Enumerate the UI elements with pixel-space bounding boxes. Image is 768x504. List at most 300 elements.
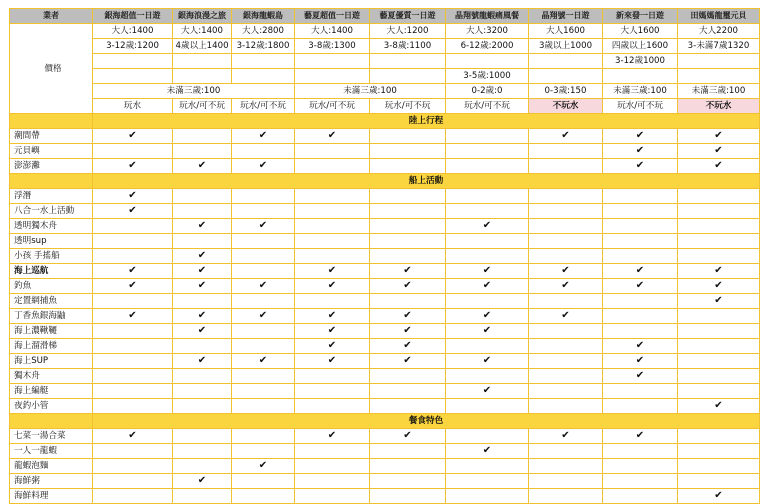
check-mark-icon: ✔ [446, 324, 529, 339]
row-label: 八合一水上活動 [10, 204, 93, 219]
check-mark-icon: ✔ [678, 279, 760, 294]
empty-cell [678, 384, 760, 399]
check-mark-icon: ✔ [232, 459, 295, 474]
price-cell [370, 54, 446, 69]
section-spacer [10, 114, 93, 129]
empty-cell [173, 234, 232, 249]
empty-cell [232, 324, 295, 339]
row-label: 獨木舟 [10, 369, 93, 384]
empty-cell [232, 249, 295, 264]
check-mark-icon: ✔ [678, 399, 760, 414]
empty-cell [93, 354, 173, 369]
header-row [10, 9, 760, 24]
empty-cell [603, 474, 678, 489]
empty-cell [603, 399, 678, 414]
table-row [10, 369, 760, 384]
row-label: 定置網捕魚 [10, 294, 93, 309]
price-cell: 未滿三歲:100 [93, 84, 295, 99]
price-cell: 3-8歲:1100 [370, 39, 446, 54]
header-cell: 晶翔號一日遊 [529, 9, 603, 24]
check-mark-icon: ✔ [93, 309, 173, 324]
row-label: 海上巡航 [10, 264, 93, 279]
check-mark-icon: ✔ [678, 264, 760, 279]
row-label: 海上SUP [10, 354, 93, 369]
empty-cell [93, 339, 173, 354]
row-label: 海鮮粥 [10, 474, 93, 489]
empty-cell [529, 249, 603, 264]
price-cell: 大人:2800 [232, 24, 295, 39]
empty-cell [173, 294, 232, 309]
empty-cell [446, 189, 529, 204]
empty-cell [446, 249, 529, 264]
price-cell [173, 69, 232, 84]
check-mark-icon: ✔ [370, 279, 446, 294]
check-mark-icon: ✔ [370, 324, 446, 339]
empty-cell [295, 189, 370, 204]
empty-cell [370, 204, 446, 219]
empty-cell [446, 294, 529, 309]
check-mark-icon: ✔ [446, 444, 529, 459]
empty-cell [529, 489, 603, 504]
empty-cell [446, 339, 529, 354]
section-title: 船上活動 [93, 174, 760, 189]
check-mark-icon: ✔ [93, 159, 173, 174]
check-mark-icon: ✔ [603, 354, 678, 369]
price-cell: 0-3歲:150 [529, 84, 603, 99]
check-mark-icon: ✔ [446, 264, 529, 279]
empty-cell [370, 144, 446, 159]
section-spacer [10, 174, 93, 189]
table-row [10, 309, 760, 324]
empty-cell [232, 189, 295, 204]
empty-cell [295, 294, 370, 309]
empty-cell [173, 144, 232, 159]
empty-cell [603, 234, 678, 249]
row-label: 透明sup [10, 234, 93, 249]
empty-cell [295, 459, 370, 474]
price-cell: 大人1600 [529, 24, 603, 39]
price-row [10, 24, 760, 39]
empty-cell [232, 444, 295, 459]
table-row [10, 129, 760, 144]
play-cell-no-water: 不玩水 [529, 99, 603, 114]
empty-cell [93, 489, 173, 504]
check-mark-icon: ✔ [295, 264, 370, 279]
empty-cell [232, 264, 295, 279]
row-label: 丁香魚銀海鼬 [10, 309, 93, 324]
empty-cell [529, 189, 603, 204]
check-mark-icon: ✔ [295, 339, 370, 354]
check-mark-icon: ✔ [446, 384, 529, 399]
empty-cell [603, 204, 678, 219]
empty-cell [295, 444, 370, 459]
check-mark-icon: ✔ [173, 249, 232, 264]
price-cell: 未滿三歲:100 [678, 84, 760, 99]
empty-cell [295, 399, 370, 414]
empty-cell [173, 489, 232, 504]
price-cell [232, 54, 295, 69]
comparison-table [9, 8, 760, 504]
check-mark-icon: ✔ [529, 279, 603, 294]
table-row [10, 474, 760, 489]
price-cell: 未滿三歲:100 [295, 84, 446, 99]
empty-cell [446, 429, 529, 444]
header-cell: 藝夏超值一日遊 [295, 9, 370, 24]
empty-cell [173, 399, 232, 414]
empty-cell [603, 489, 678, 504]
empty-cell [678, 429, 760, 444]
play-cell: 玩水/可不玩 [232, 99, 295, 114]
header-cell: 晶翔號龍蝦痛風餐 [446, 9, 529, 24]
empty-cell [232, 489, 295, 504]
section-header [10, 174, 760, 189]
price-cell: 大人:1400 [93, 24, 173, 39]
empty-cell [529, 219, 603, 234]
empty-cell [446, 159, 529, 174]
empty-cell [603, 219, 678, 234]
price-cell: 0-2歲:0 [446, 84, 529, 99]
empty-cell [529, 234, 603, 249]
check-mark-icon: ✔ [678, 144, 760, 159]
empty-cell [529, 369, 603, 384]
empty-cell [678, 354, 760, 369]
empty-cell [93, 294, 173, 309]
empty-cell [370, 249, 446, 264]
check-mark-icon: ✔ [232, 354, 295, 369]
row-label: 元貝嶼 [10, 144, 93, 159]
price-cell [446, 54, 529, 69]
empty-cell [232, 399, 295, 414]
check-mark-icon: ✔ [173, 474, 232, 489]
empty-cell [93, 459, 173, 474]
check-mark-icon: ✔ [603, 159, 678, 174]
price-cell: 大人1600 [603, 24, 678, 39]
table-row [10, 324, 760, 339]
play-row [10, 99, 760, 114]
check-mark-icon: ✔ [295, 354, 370, 369]
check-mark-icon: ✔ [446, 354, 529, 369]
empty-cell [370, 474, 446, 489]
table-row [10, 459, 760, 474]
empty-cell [232, 144, 295, 159]
empty-cell [446, 474, 529, 489]
empty-cell [603, 324, 678, 339]
check-mark-icon: ✔ [295, 129, 370, 144]
section-title: 餐食特色 [93, 414, 760, 429]
play-cell: 玩水 [93, 99, 173, 114]
row-label: 海上濃鞦韆 [10, 324, 93, 339]
empty-cell [678, 444, 760, 459]
empty-cell [529, 294, 603, 309]
table-row [10, 354, 760, 369]
empty-cell [678, 189, 760, 204]
empty-cell [370, 399, 446, 414]
empty-cell [529, 444, 603, 459]
price-cell: 四歲以上1600 [603, 39, 678, 54]
empty-cell [93, 384, 173, 399]
check-mark-icon: ✔ [232, 219, 295, 234]
empty-cell [370, 189, 446, 204]
empty-cell [446, 489, 529, 504]
empty-cell [295, 249, 370, 264]
empty-cell [370, 159, 446, 174]
check-mark-icon: ✔ [446, 219, 529, 234]
row-label: 小孩 手搖船 [10, 249, 93, 264]
empty-cell [295, 234, 370, 249]
price-cell: 3-8歲:1300 [295, 39, 370, 54]
empty-cell [678, 219, 760, 234]
empty-cell [232, 384, 295, 399]
empty-cell [295, 204, 370, 219]
row-label: 一人一龍蝦 [10, 444, 93, 459]
empty-cell [370, 234, 446, 249]
empty-cell [295, 489, 370, 504]
check-mark-icon: ✔ [678, 489, 760, 504]
price-cell: 3-12歲:1200 [93, 39, 173, 54]
check-mark-icon: ✔ [603, 339, 678, 354]
empty-cell [93, 219, 173, 234]
check-mark-icon: ✔ [173, 264, 232, 279]
price-cell [173, 54, 232, 69]
empty-cell [232, 204, 295, 219]
price-cell [93, 54, 173, 69]
empty-cell [678, 459, 760, 474]
empty-cell [370, 459, 446, 474]
check-mark-icon: ✔ [370, 264, 446, 279]
empty-cell [370, 489, 446, 504]
empty-cell [446, 369, 529, 384]
empty-cell [603, 384, 678, 399]
empty-cell [173, 459, 232, 474]
empty-cell [173, 369, 232, 384]
row-label: 龍蝦泡麵 [10, 459, 93, 474]
price-cell: 6-12歲:2000 [446, 39, 529, 54]
empty-cell [370, 444, 446, 459]
price-cell [370, 69, 446, 84]
check-mark-icon: ✔ [295, 279, 370, 294]
empty-cell [603, 294, 678, 309]
empty-cell [603, 189, 678, 204]
price-cell: 3-未滿7歲1320 [678, 39, 760, 54]
check-mark-icon: ✔ [678, 294, 760, 309]
empty-cell [295, 159, 370, 174]
check-mark-icon: ✔ [232, 309, 295, 324]
table-row [10, 144, 760, 159]
header-cell: 新來發一日遊 [603, 9, 678, 24]
empty-cell [370, 129, 446, 144]
empty-cell [232, 234, 295, 249]
empty-cell [232, 429, 295, 444]
empty-cell [295, 384, 370, 399]
table-row [10, 489, 760, 504]
table-row [10, 429, 760, 444]
check-mark-icon: ✔ [678, 159, 760, 174]
table-row [10, 204, 760, 219]
empty-cell [529, 204, 603, 219]
empty-cell [678, 474, 760, 489]
check-mark-icon: ✔ [173, 219, 232, 234]
play-cell: 玩水/可不玩 [173, 99, 232, 114]
empty-cell [232, 339, 295, 354]
table-row [10, 444, 760, 459]
empty-cell [93, 249, 173, 264]
empty-cell [370, 369, 446, 384]
header-cell: 藝夏優質一日遊 [370, 9, 446, 24]
empty-cell [529, 459, 603, 474]
price-cell: 3-12歲1000 [603, 54, 678, 69]
check-mark-icon: ✔ [370, 354, 446, 369]
header-cell: 業者 [10, 9, 93, 24]
header-cell: 田媽媽龍璽元貝 [678, 9, 760, 24]
price-cell [295, 54, 370, 69]
empty-cell [173, 204, 232, 219]
empty-cell [295, 369, 370, 384]
section-header [10, 414, 760, 429]
row-label: 夜釣小管 [10, 399, 93, 414]
empty-cell [603, 444, 678, 459]
empty-cell [529, 474, 603, 489]
empty-cell [370, 294, 446, 309]
empty-cell [446, 234, 529, 249]
empty-cell [529, 324, 603, 339]
empty-cell [529, 339, 603, 354]
check-mark-icon: ✔ [370, 309, 446, 324]
empty-cell [232, 294, 295, 309]
empty-cell [678, 369, 760, 384]
empty-cell [678, 249, 760, 264]
check-mark-icon: ✔ [529, 129, 603, 144]
play-cell: 玩水/可不玩 [446, 99, 529, 114]
price-label: 價格 [10, 24, 93, 114]
check-mark-icon: ✔ [603, 429, 678, 444]
empty-cell [678, 324, 760, 339]
price-row [10, 69, 760, 84]
check-mark-icon: ✔ [529, 429, 603, 444]
header-cell: 銀海超值一日遊 [93, 9, 173, 24]
check-mark-icon: ✔ [93, 264, 173, 279]
empty-cell [678, 204, 760, 219]
check-mark-icon: ✔ [603, 279, 678, 294]
play-cell: 玩水/可不玩 [603, 99, 678, 114]
price-row [10, 39, 760, 54]
empty-cell [603, 309, 678, 324]
empty-cell [93, 234, 173, 249]
empty-cell [446, 129, 529, 144]
play-cell-no-water: 不玩水 [678, 99, 760, 114]
empty-cell [295, 144, 370, 159]
empty-cell [173, 129, 232, 144]
empty-cell [93, 144, 173, 159]
check-mark-icon: ✔ [93, 189, 173, 204]
table-row [10, 339, 760, 354]
check-mark-icon: ✔ [603, 369, 678, 384]
empty-cell [603, 249, 678, 264]
empty-cell [678, 339, 760, 354]
header-cell: 銀海龍蝦島 [232, 9, 295, 24]
empty-cell [232, 369, 295, 384]
section-header [10, 114, 760, 129]
empty-cell [446, 399, 529, 414]
check-mark-icon: ✔ [603, 264, 678, 279]
check-mark-icon: ✔ [370, 429, 446, 444]
price-cell: 4歲以上1400 [173, 39, 232, 54]
row-label: 七菜一湯合菜 [10, 429, 93, 444]
play-cell: 玩水/可不玩 [370, 99, 446, 114]
table-row [10, 249, 760, 264]
check-mark-icon: ✔ [93, 279, 173, 294]
price-cell: 3-5歲:1000 [446, 69, 529, 84]
empty-cell [603, 459, 678, 474]
row-label: 海上溜滑梯 [10, 339, 93, 354]
check-mark-icon: ✔ [93, 429, 173, 444]
table-row [10, 399, 760, 414]
empty-cell [529, 159, 603, 174]
table-row [10, 234, 760, 249]
check-mark-icon: ✔ [603, 144, 678, 159]
empty-cell [173, 444, 232, 459]
play-cell: 玩水/可不玩 [295, 99, 370, 114]
price-cell [678, 54, 760, 69]
check-mark-icon: ✔ [232, 129, 295, 144]
header-cell: 銀海浪漫之旅 [173, 9, 232, 24]
check-mark-icon: ✔ [173, 279, 232, 294]
empty-cell [295, 219, 370, 234]
price-cell: 3-12歲:1800 [232, 39, 295, 54]
empty-cell [370, 384, 446, 399]
price-cell [678, 69, 760, 84]
check-mark-icon: ✔ [173, 324, 232, 339]
empty-cell [93, 444, 173, 459]
empty-cell [446, 144, 529, 159]
check-mark-icon: ✔ [603, 129, 678, 144]
empty-cell [93, 399, 173, 414]
row-label: 浮潛 [10, 189, 93, 204]
price-cell [529, 69, 603, 84]
empty-cell [446, 204, 529, 219]
price-cell [232, 69, 295, 84]
check-mark-icon: ✔ [295, 324, 370, 339]
price-cell [93, 69, 173, 84]
check-mark-icon: ✔ [93, 204, 173, 219]
price-cell: 大人:1200 [370, 24, 446, 39]
check-mark-icon: ✔ [529, 264, 603, 279]
check-mark-icon: ✔ [529, 309, 603, 324]
empty-cell [529, 384, 603, 399]
empty-cell [295, 474, 370, 489]
empty-cell [93, 324, 173, 339]
empty-cell [446, 459, 529, 474]
empty-cell [678, 234, 760, 249]
row-label: 海上編艇 [10, 384, 93, 399]
price-cell: 未滿三歲:100 [603, 84, 678, 99]
check-mark-icon: ✔ [173, 159, 232, 174]
table-row [10, 384, 760, 399]
table-row [10, 189, 760, 204]
check-mark-icon: ✔ [446, 309, 529, 324]
empty-cell [232, 474, 295, 489]
row-label: 海鮮料理 [10, 489, 93, 504]
check-mark-icon: ✔ [295, 309, 370, 324]
row-label: 釣魚 [10, 279, 93, 294]
empty-cell [93, 369, 173, 384]
empty-cell [173, 339, 232, 354]
price-cell [529, 54, 603, 69]
price-cell: 大人:3200 [446, 24, 529, 39]
table-row [10, 219, 760, 234]
check-mark-icon: ✔ [93, 129, 173, 144]
price-cell: 3歲以上1000 [529, 39, 603, 54]
price-cell: 大人2200 [678, 24, 760, 39]
